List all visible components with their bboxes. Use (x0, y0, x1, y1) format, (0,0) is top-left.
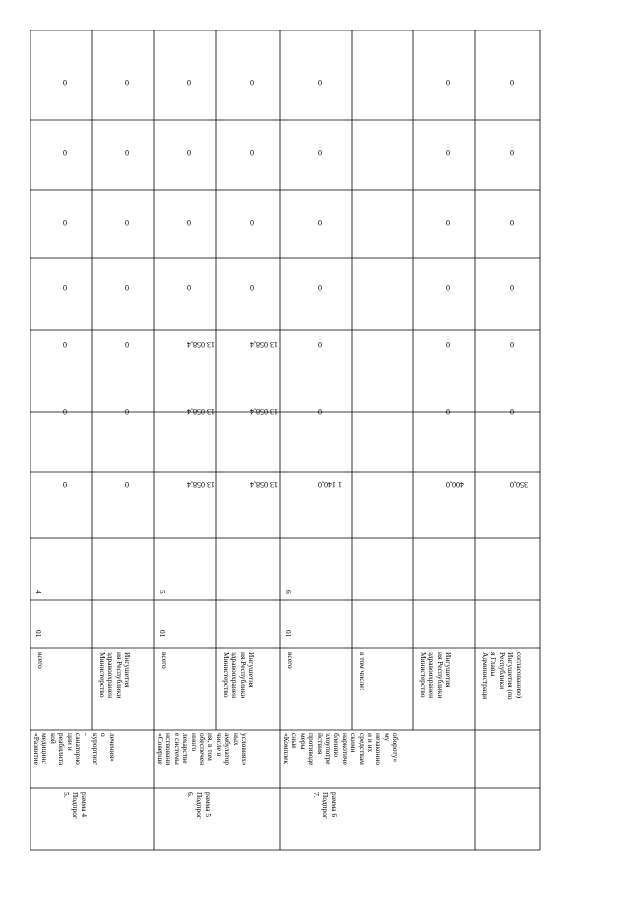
subprogram-label-line: Подпрог (195, 792, 204, 819)
section-title-line: и и их (366, 733, 375, 753)
subprogram-label-line: Подпрог (321, 792, 330, 819)
section-title-line: наркотиче (340, 733, 350, 765)
subprogram-label-line: рамма 5 (204, 792, 213, 818)
table-cell-value: 0 (446, 78, 450, 87)
section-title-line: ия, в том (206, 733, 216, 761)
table-cell-value: 0 (125, 407, 129, 416)
section-title-line: незаконно (374, 733, 384, 766)
table-cell-value: 400,0 (446, 480, 464, 489)
section-title-line: ных (231, 733, 241, 746)
section-title-line: обеспечен (198, 733, 207, 766)
subprogram-label-line: 7. (312, 792, 321, 798)
section-title-line: о (99, 733, 109, 737)
table-cell-code: 01 (284, 630, 293, 638)
table-cell-value: 0 (63, 340, 67, 349)
table-cell-responsible: ия Республики (114, 652, 124, 699)
table-cell-value: 0 (125, 340, 129, 349)
table-cell-responsible: Министерство (98, 652, 107, 698)
table-cell-value: 0 (125, 218, 129, 227)
section-title-line: «Соверше (156, 733, 165, 765)
section-title-line: «Комплек (282, 733, 291, 765)
table-cell-value: 13 058,4 (187, 407, 215, 416)
table-cell-responsible: Министерство (222, 652, 231, 698)
section-title-line: обороту» (391, 733, 401, 763)
table-cell-value: 0 (187, 148, 191, 157)
table-cell-value: 0 (63, 148, 67, 157)
table-cell-value: 13 058,4 (187, 340, 215, 349)
table-cell-value: 0 (187, 283, 191, 292)
section-title-line: е системы (172, 733, 182, 765)
table-cell-value: 0 (250, 148, 254, 157)
section-title-line: ции и (65, 733, 75, 751)
table-cell-value: 0 (509, 407, 514, 416)
table-cell-responsible: Ингушетия (247, 652, 257, 688)
section-title-line: амбулатор (223, 733, 233, 766)
table-cell-responsible: Администраци (481, 652, 490, 700)
table-cell-responsible: ия Республики (435, 652, 445, 699)
budget-table (30, 30, 550, 856)
section-title-line: кой (48, 733, 58, 744)
table-cell-responsible: Ингушетия (по (506, 652, 516, 700)
section-title-line: «Развитие (32, 733, 41, 765)
subprogram-label-line: Подпрог (71, 792, 80, 819)
table-cell-responsible: Министерство (419, 652, 428, 698)
table-cell-value: 0 (125, 78, 129, 87)
table-cell-value: 0 (125, 148, 129, 157)
table-cell-value: 0 (250, 283, 254, 292)
table-cell-value: 13 058,4 (250, 407, 278, 416)
table-cell-value: 0 (63, 407, 67, 416)
table-cell-value: 0 (318, 283, 322, 292)
table-cell-value: 0 (446, 218, 450, 227)
table-cell-value: 13 058,4 (250, 480, 278, 489)
section-title-line: условиях» (240, 733, 249, 766)
subprogram-label-line: 6. (186, 792, 195, 798)
table-cell-value: 0 (250, 78, 254, 87)
section-title-line: числе в (214, 733, 224, 757)
section-title-line: средствам (357, 733, 367, 765)
section-title-line: курортног (90, 733, 100, 766)
table-cell-value: 0 (318, 407, 322, 416)
table-cell-responsible: всего (36, 652, 45, 669)
table-cell-value: 0 (187, 218, 191, 227)
table-cell-value: 0 (125, 283, 129, 292)
table-cell-value: 0 (125, 480, 129, 489)
table-cell-value: 13 058,4 (187, 480, 215, 489)
table-cell-number: 6 (284, 590, 293, 594)
table-cell-value: 0 (446, 407, 450, 416)
section-title-line: нного (189, 733, 199, 752)
table-cell-value: 0 (63, 218, 67, 227)
table-cell-value: 1 140,0 (318, 480, 342, 489)
section-title-line: злоупотре (324, 733, 333, 765)
table-cell-responsible: здравоохранен (106, 652, 116, 699)
table-cell-value: 0 (318, 148, 322, 157)
subprogram-label-line: рамма 6 (330, 792, 339, 818)
table-cell-responsible: согласованию) (514, 652, 524, 699)
section-title-line: меры (298, 733, 308, 750)
table-cell-value: 0 (318, 340, 322, 349)
table-cell-responsible: здравоохранен (427, 652, 437, 699)
table-cell-code: 01 (34, 630, 43, 638)
table-cell-value: 0 (318, 78, 322, 87)
table-cell-value: 0 (318, 218, 322, 227)
subprogram-label-line: 5. (62, 792, 71, 798)
table-cell-value: 0 (509, 283, 514, 292)
table-cell-value: 350,0 (509, 480, 528, 489)
section-title-line: лекарстве (181, 733, 191, 764)
table-cell-value: 0 (509, 340, 514, 349)
section-title-line: му (382, 733, 392, 742)
section-title-line: скими (349, 733, 359, 753)
table-cell-responsible: всего (286, 652, 295, 669)
section-title-line: йствия (315, 733, 325, 755)
section-title-line: реабилита (57, 733, 67, 766)
section-title-line: медицинс (40, 733, 50, 764)
table-cell-value: 0 (250, 218, 254, 227)
table-cell-responsible: в том числе: (358, 652, 367, 691)
table-cell-responsible: Ингушетия (123, 652, 133, 688)
table-cell-responsible: здравоохранен (230, 652, 240, 699)
section-title-line: - (82, 733, 92, 736)
subprogram-label-line: рамма 4 (80, 792, 89, 818)
table-cell-value: 0 (446, 148, 450, 157)
table-cell-number: 5 (158, 590, 167, 594)
table-cell-value: 0 (187, 78, 191, 87)
table-cell-value: 0 (446, 340, 450, 349)
table-cell-responsible: я Главы (489, 652, 499, 677)
table-cell-value: 0 (63, 480, 67, 489)
table-cell-responsible: Ингушетия (444, 652, 454, 688)
table-cell-value: 0 (63, 78, 67, 87)
table-cell-value: 13 058,4 (250, 340, 278, 349)
section-title-line: сные (290, 733, 300, 749)
section-title-line: противоде (307, 733, 317, 766)
table-cell-value: 0 (509, 148, 514, 157)
table-cell-responsible: Республики (497, 652, 507, 690)
table-cell-value: 0 (509, 78, 514, 87)
table-cell-number: 4 (34, 590, 43, 594)
table-cell-code: 01 (158, 630, 167, 638)
section-title-line: лечения» (107, 733, 117, 762)
section-title-line: санаторно (74, 733, 83, 765)
table-cell-responsible: всего (160, 652, 169, 669)
section-title-line: блению (332, 733, 342, 757)
table-cell-value: 0 (63, 283, 67, 292)
table-cell-value: 0 (446, 283, 450, 292)
table-cell-responsible: ия Республики (238, 652, 248, 699)
table-cell-value: 0 (509, 218, 514, 227)
section-title-line: нствовани (164, 733, 174, 766)
